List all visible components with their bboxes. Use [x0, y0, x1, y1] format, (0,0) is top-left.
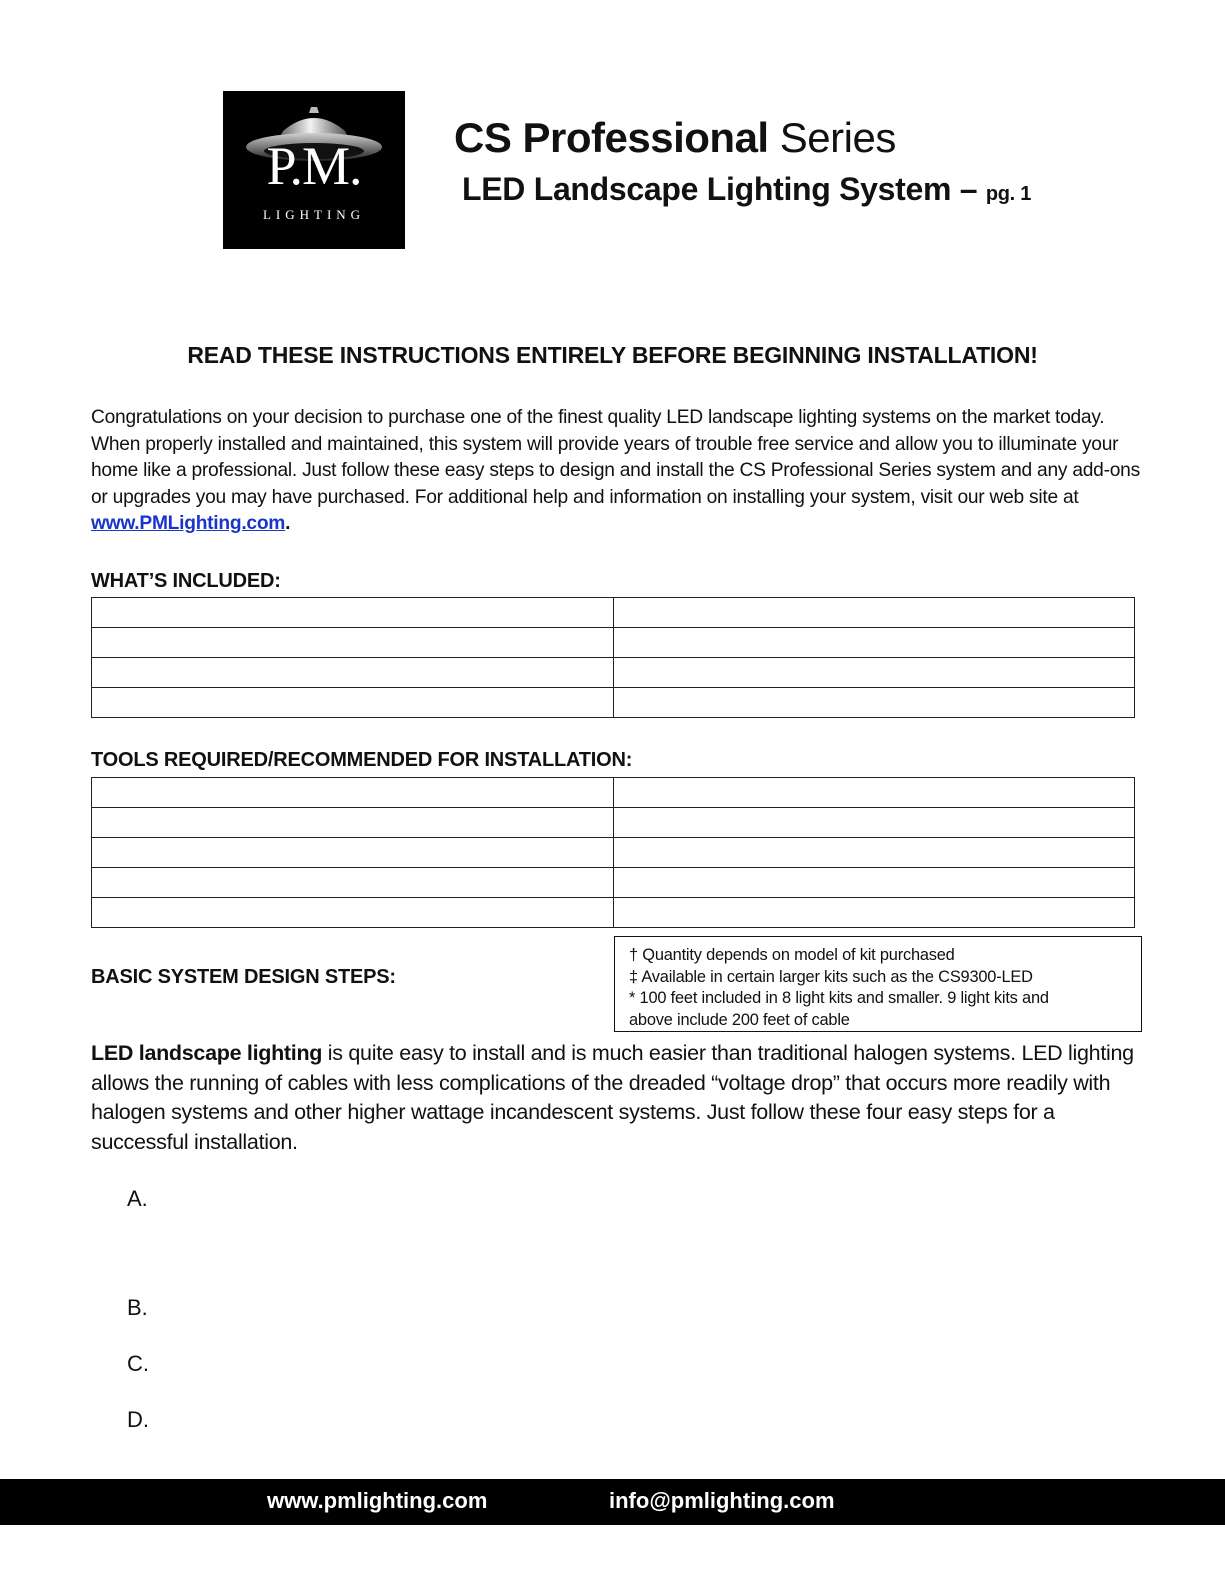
logo-initials: P.M. — [266, 136, 362, 196]
table-cell — [613, 808, 1135, 838]
subtitle-text: LED Landscape Lighting System – — [462, 171, 978, 207]
intro-paragraph — [91, 405, 1141, 538]
note-line: above include 200 feet of cable — [629, 1010, 850, 1029]
led-text: is quite easy to install and is much easier than traditional halogen systems. LED lighting allows the running of cables with less complications of the dreaded “voltage drop” that occurs more readily with halogen systems and other higher wattage incandescent systems. Just follow these four easy steps for a successful installation. — [91, 1041, 1134, 1154]
included-heading: WHAT’S INCLUDED: — [91, 570, 281, 592]
note-line: * 100 feet included in 8 light kits and smaller. 9 light kits and — [629, 989, 1049, 1007]
step-a-label: A. — [127, 1186, 148, 1211]
step-b-label: B. — [127, 1295, 148, 1320]
tools-heading: TOOLS REQUIRED/RECOMMENDED FOR INSTALLATION: — [91, 749, 633, 771]
table-cell — [613, 838, 1135, 868]
series-light: Series — [779, 114, 896, 161]
design-heading: BASIC SYSTEM DESIGN STEPS: — [91, 966, 396, 988]
intro-end: . — [285, 513, 291, 534]
led-paragraph — [91, 1039, 1151, 1157]
included-table — [91, 597, 1135, 718]
table-row — [92, 598, 1135, 628]
table-cell — [92, 868, 614, 898]
note-line: ‡ Available in certain larger kits such as the CS9300-LED — [629, 967, 1033, 986]
table-cell — [92, 628, 614, 658]
logo-subtext: LIGHTING — [262, 207, 366, 222]
footer-website[interactable]: www.pmlighting.com — [267, 1488, 488, 1513]
table-cell — [613, 778, 1135, 808]
table-cell — [613, 598, 1135, 628]
footer-email[interactable]: info@pmlighting.com — [609, 1488, 835, 1513]
table-cell — [613, 688, 1135, 718]
table-row — [92, 868, 1135, 898]
table-cell — [92, 898, 614, 928]
table-cell — [92, 778, 614, 808]
table-cell — [613, 898, 1135, 928]
tools-table — [91, 777, 1135, 928]
table-cell — [92, 658, 614, 688]
table-cell — [92, 808, 614, 838]
table-row — [92, 808, 1135, 838]
step-d-label: D. — [127, 1407, 149, 1432]
page-subtitle — [462, 171, 1031, 208]
warning-heading: READ THESE INSTRUCTIONS ENTIRELY BEFORE BEGINNING INSTALLATION! — [187, 342, 1038, 368]
table-cell — [92, 598, 614, 628]
page-title — [454, 114, 896, 162]
page-number: pg. 1 — [985, 183, 1032, 205]
table-cell — [613, 868, 1135, 898]
table-row — [92, 838, 1135, 868]
series-bold: CS Professional — [454, 114, 769, 161]
footer-bar — [0, 1479, 1225, 1525]
notes-box — [614, 936, 1142, 1032]
table-row — [92, 658, 1135, 688]
intro-text: Congratulations on your decision to purchase one of the finest quality LED landscape lighting systems on the market today. When properly installed and maintained, this system will provide years of trouble free service and allow you to illuminate your home like a professional. Just follow these easy steps to design and install the CS Professional Series system and any add-ons or upgrades you may have purchased. For additional help and information on installing your system, visit our web site at — [91, 407, 1140, 508]
table-row — [92, 688, 1135, 718]
table-cell — [613, 658, 1135, 688]
note-line: † Quantity depends on model of kit purchased — [629, 946, 955, 964]
step-c-label: C. — [127, 1351, 149, 1376]
table-row — [92, 898, 1135, 928]
table-cell — [92, 688, 614, 718]
table-row — [92, 778, 1135, 808]
website-link[interactable]: www.PMLighting.com — [91, 513, 286, 534]
table-cell — [613, 628, 1135, 658]
table-cell — [92, 838, 614, 868]
led-bold: LED landscape lighting — [91, 1041, 323, 1065]
pm-lighting-logo — [223, 91, 405, 249]
table-row — [92, 628, 1135, 658]
